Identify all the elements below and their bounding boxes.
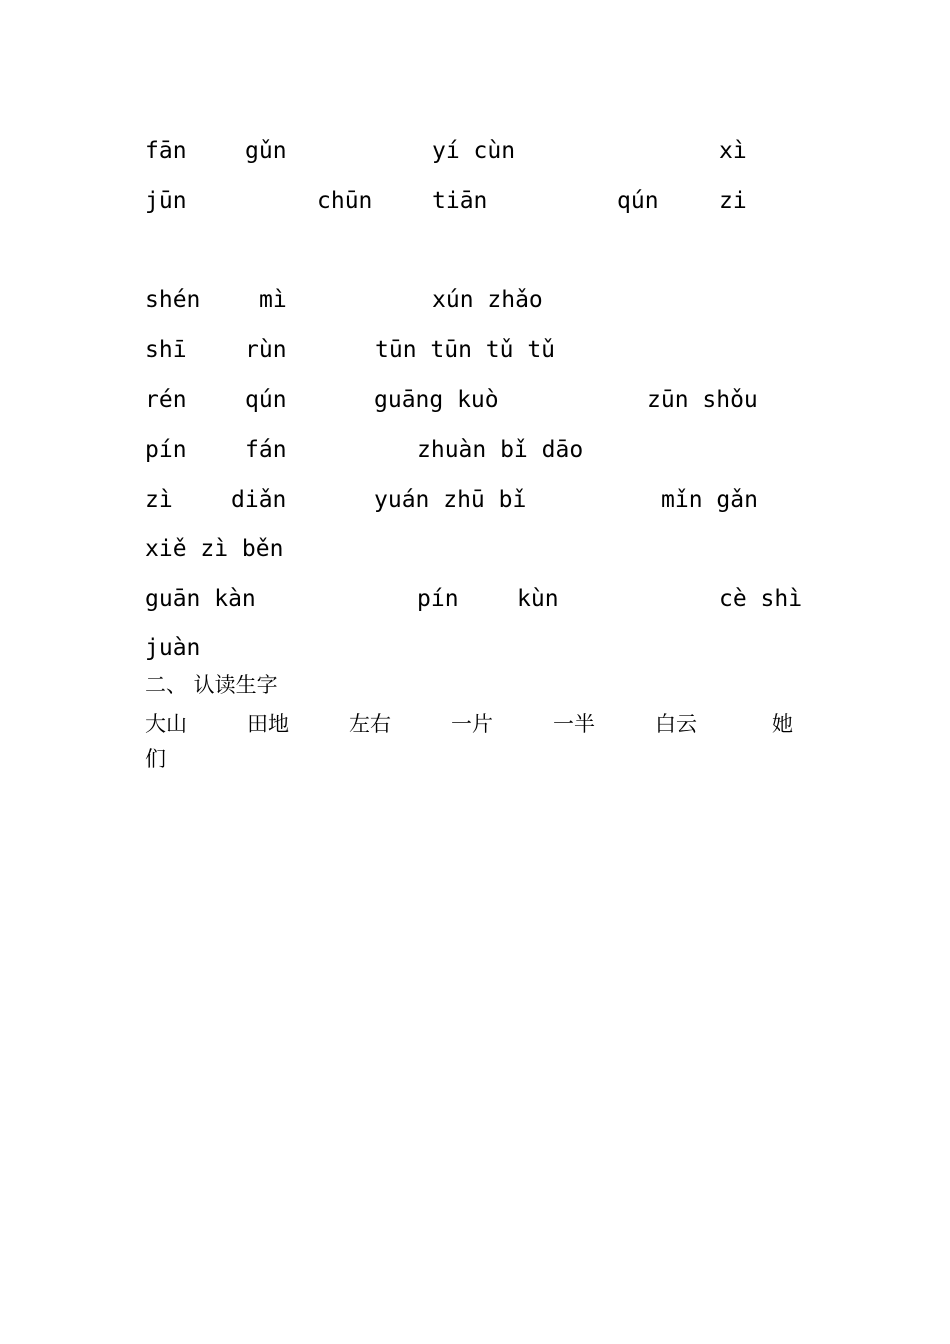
- pinyin-word: chūn: [317, 188, 373, 214]
- pinyin-word: rén: [145, 387, 187, 413]
- pinyin-word: kùn: [517, 586, 559, 612]
- character-word: 一片: [451, 712, 493, 736]
- pinyin-word: shén: [145, 287, 201, 313]
- character-word: 左右: [349, 712, 391, 736]
- pinyin-word: zhuàn bǐ dāo: [417, 437, 584, 463]
- character-word: 一半: [553, 712, 595, 736]
- pinyin-word: pín: [145, 437, 187, 463]
- pinyin-word: pín: [417, 586, 459, 612]
- pinyin-word: tūn tūn tǔ tǔ: [375, 337, 556, 363]
- pinyin-word: zì: [145, 487, 173, 513]
- pinyin-word: mì: [259, 287, 287, 313]
- pinyin-word: qún: [617, 188, 659, 214]
- pinyin-word: yuán zhū bǐ: [374, 487, 527, 513]
- character-word: 田地: [247, 712, 289, 736]
- pinyin-word: tiān: [432, 188, 488, 214]
- pinyin-word: juàn: [145, 635, 201, 661]
- pinyin-word: rùn: [245, 337, 287, 363]
- pinyin-word: mǐn gǎn: [661, 487, 758, 513]
- pinyin-word: xiě zì běn: [145, 536, 284, 562]
- character-word: 们: [145, 747, 166, 771]
- pinyin-word: xì: [719, 138, 747, 164]
- pinyin-word: gǔn: [245, 138, 287, 164]
- pinyin-word: diǎn: [231, 487, 287, 513]
- pinyin-word: jūn: [145, 188, 187, 214]
- pinyin-word: fán: [245, 437, 287, 463]
- pinyin-word: xún zhǎo: [432, 287, 543, 313]
- character-word: 她: [772, 712, 793, 736]
- pinyin-word: yí cùn: [432, 138, 516, 164]
- pinyin-word: zūn shǒu: [647, 387, 758, 413]
- pinyin-word: guāng kuò: [374, 387, 499, 413]
- pinyin-word: fān: [145, 138, 187, 164]
- pinyin-word: qún: [245, 387, 287, 413]
- section-heading: 二、 认读生字: [145, 673, 278, 697]
- character-word: 大山: [145, 712, 187, 736]
- pinyin-word: zi: [719, 188, 747, 214]
- character-word: 白云: [655, 712, 697, 736]
- pinyin-word: guān kàn: [145, 586, 256, 612]
- pinyin-word: shī: [145, 337, 187, 363]
- pinyin-word: cè shì: [719, 586, 803, 612]
